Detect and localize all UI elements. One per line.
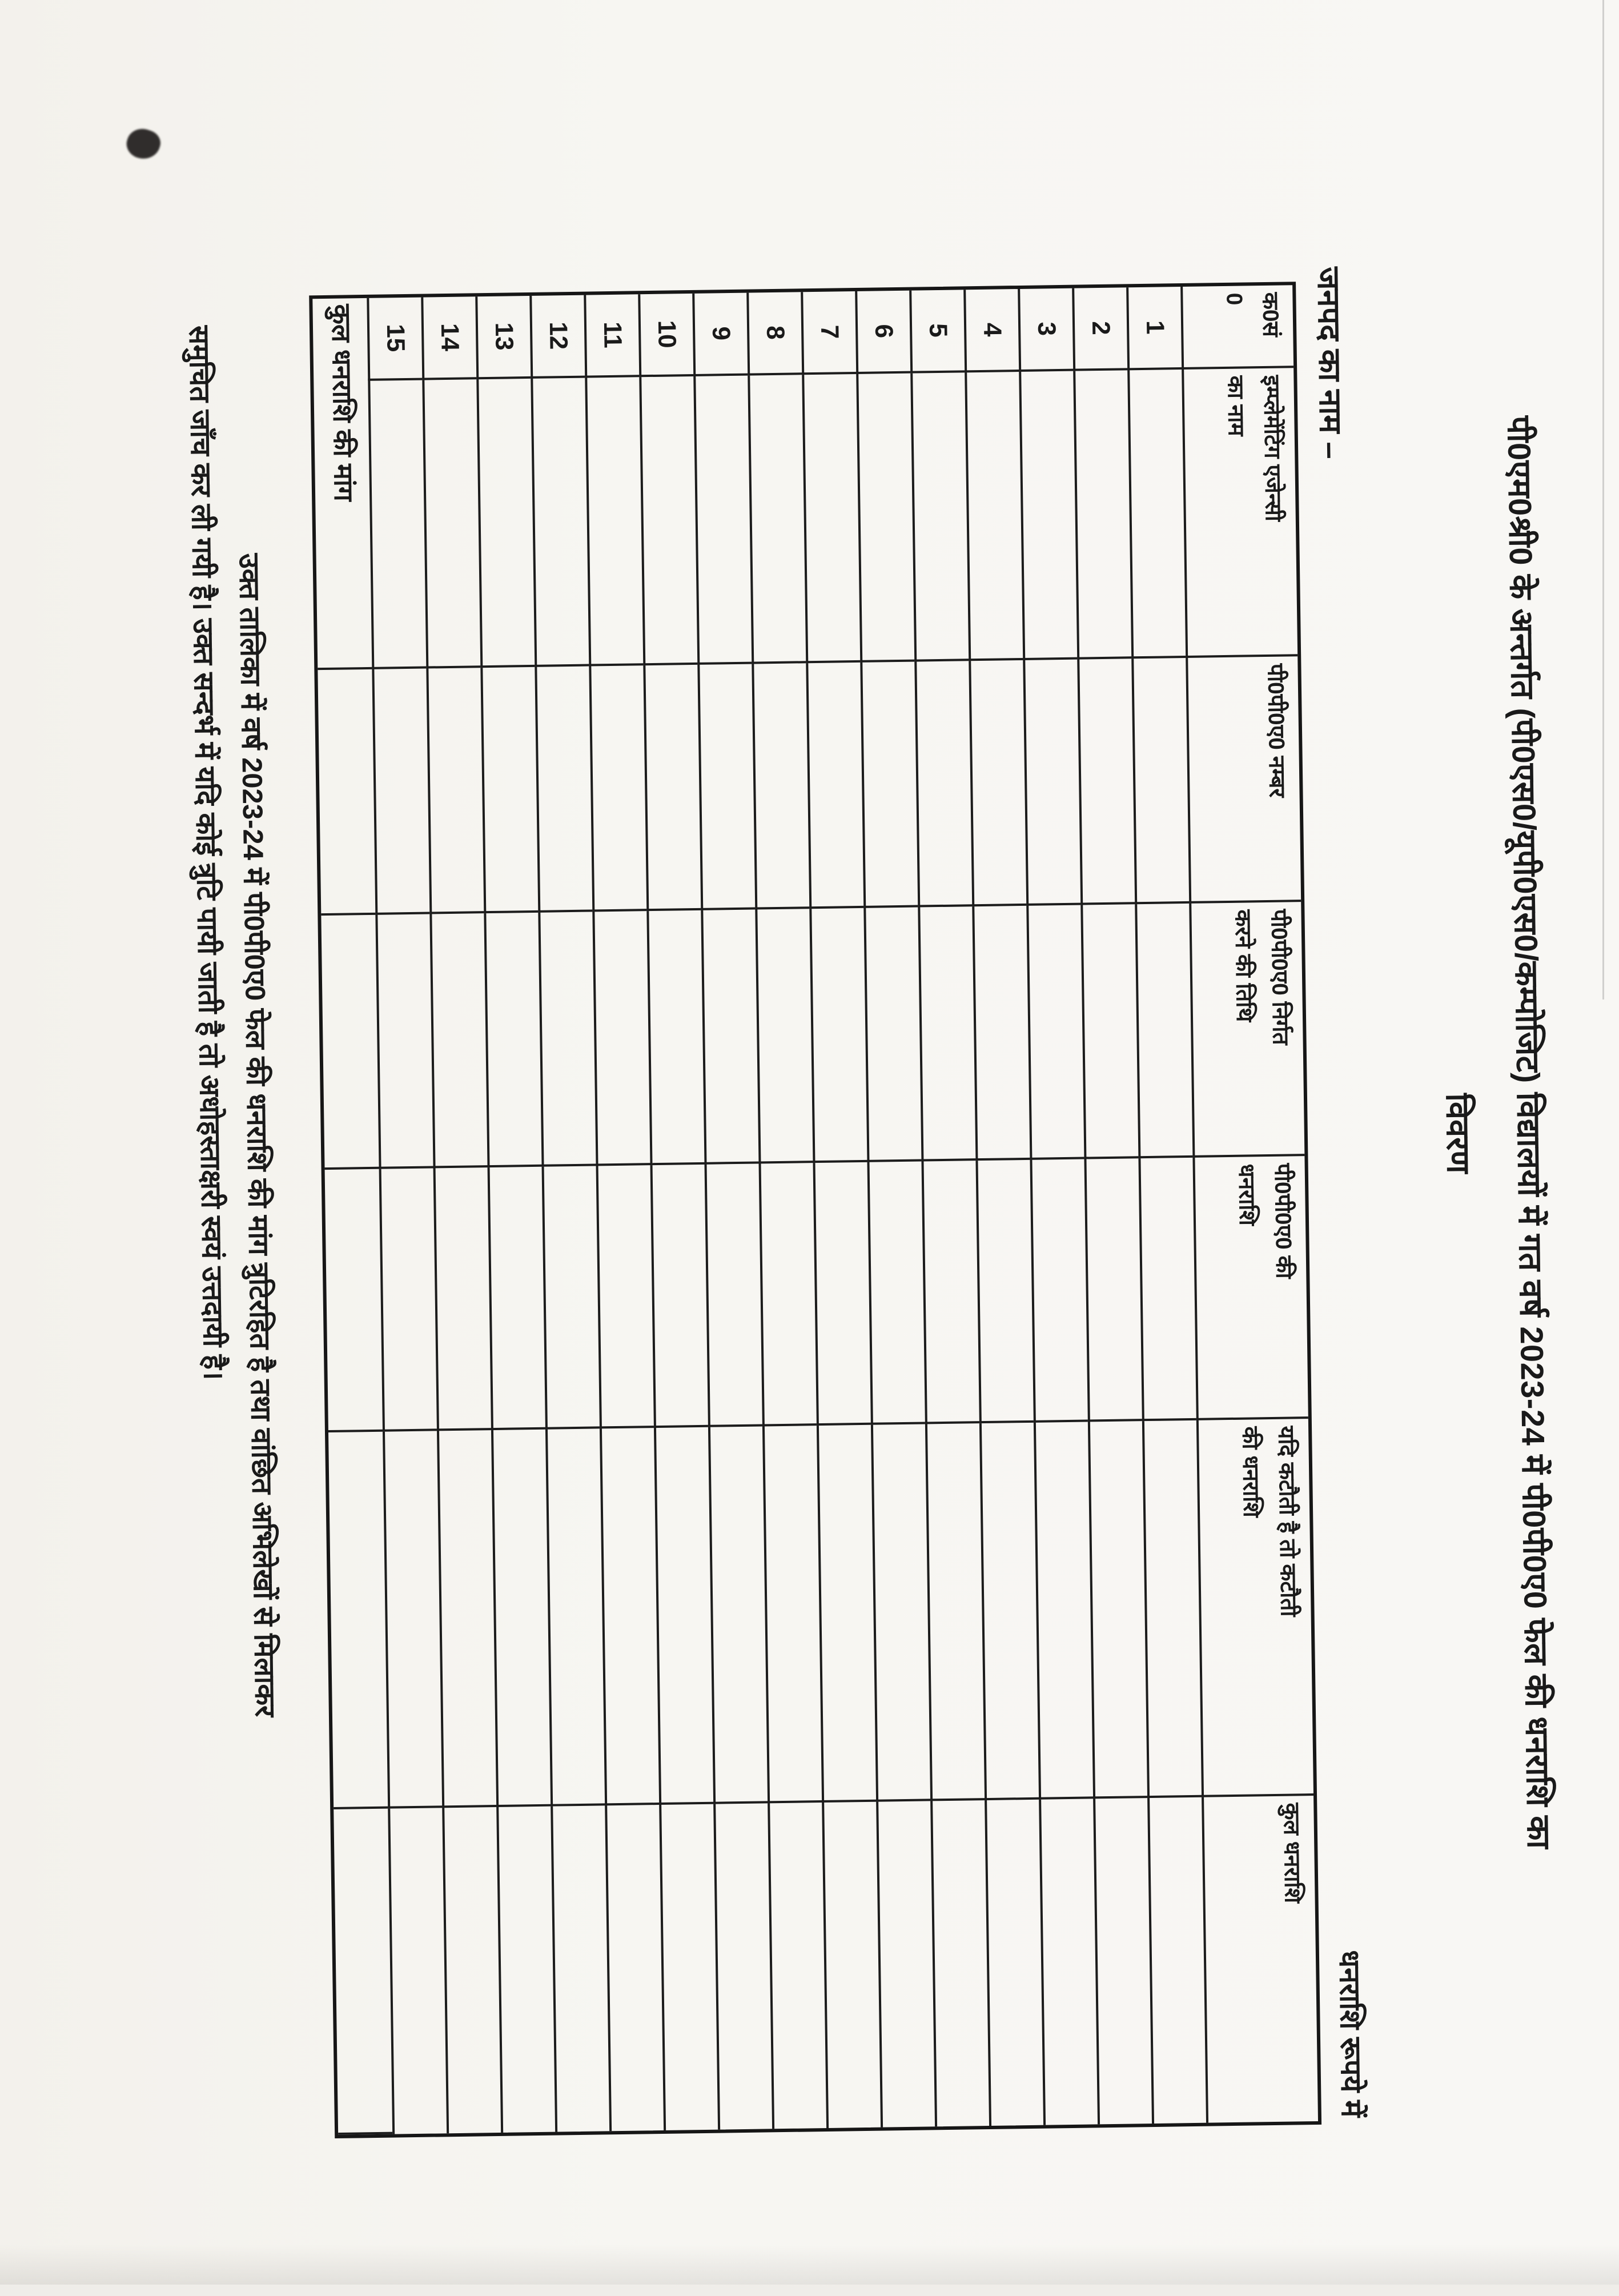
empty-cell [1127, 370, 1186, 659]
empty-cell [422, 379, 480, 668]
empty-cell [321, 915, 379, 1170]
empty-cell [975, 1160, 1033, 1423]
header-ppa-amount [1192, 1156, 1308, 1420]
declaration-line1: उक्त तालिका में वर्ष 2023-24 में पी0पी0ए0 फेल की धनराशि की मांग त्रुटिरहित है तथा वांछित अभिलेखों से मिलाकर [233, 553, 280, 1717]
empty-cell [531, 378, 589, 667]
empty-cell [979, 1423, 1039, 1800]
empty-cell [484, 913, 541, 1167]
empty-cell [600, 1428, 659, 1805]
empty-cell [930, 1800, 989, 2126]
empty-cell [708, 1426, 768, 1804]
header-line1: कुल धनराशि [1279, 1803, 1305, 1904]
empty-cell [585, 377, 643, 666]
empty-cell [368, 380, 426, 669]
empty-cell [605, 1805, 664, 2131]
empty-cell [429, 913, 487, 1168]
empty-cell [646, 910, 704, 1165]
empty-cell [476, 379, 535, 668]
header-total-amount [1202, 1796, 1318, 2123]
empty-cell [748, 375, 806, 664]
empty-cell [705, 1163, 762, 1427]
amount-in-rupees-note: धनराशि रूपये में [1333, 1949, 1368, 2118]
empty-cell [1131, 658, 1189, 904]
header-implementing-agency [1182, 368, 1297, 658]
empty-cell [388, 1808, 447, 2134]
row-number-cell: 3 [1018, 288, 1073, 372]
empty-cell [809, 908, 867, 1163]
row-number-cell: 8 [746, 292, 802, 375]
empty-cell [1084, 1158, 1142, 1422]
empty-cell [1077, 659, 1135, 905]
declaration-line2: समुचित जाँच कर ली गयी है। उक्त सन्दर्भ में यदि कोई त्रुटि पायी जाती है तो अधोहस्ताक्षरी स्वयं उत्तदायी है। [183, 325, 229, 1380]
empty-cell [860, 662, 918, 908]
empty-cell [318, 669, 375, 916]
empty-cell [480, 667, 538, 913]
empty-cell [1073, 370, 1131, 659]
row-number-cell: 6 [855, 291, 910, 374]
empty-cell [1088, 1421, 1147, 1799]
empty-cell [325, 1169, 383, 1432]
empty-cell [867, 1162, 925, 1425]
header-line2: का नाम [1223, 375, 1248, 436]
blank-funds-table [309, 282, 1321, 2138]
empty-cell [1019, 371, 1077, 660]
empty-cell [856, 374, 914, 663]
empty-cell [802, 374, 860, 663]
empty-cell [755, 909, 813, 1163]
empty-cell [643, 665, 701, 911]
empty-cell [334, 1809, 392, 2135]
empty-cell [488, 1167, 545, 1430]
header-ppa-number [1186, 656, 1301, 904]
empty-cell [538, 912, 596, 1167]
row-number-cell: 11 [584, 294, 639, 378]
empty-cell [551, 1805, 609, 2132]
empty-cell [1030, 1159, 1087, 1423]
empty-cell [1023, 660, 1080, 906]
header-line1: पी0पी0ए0 की [1270, 1163, 1296, 1279]
empty-cell [1026, 905, 1084, 1160]
empty-cell [918, 906, 975, 1161]
empty-cell [693, 376, 752, 665]
empty-cell [442, 1807, 501, 2133]
header-ppa-issue-date [1189, 902, 1304, 1158]
empty-cell [822, 1802, 881, 2128]
empty-cell [383, 1431, 442, 1808]
row-number-cell: 13 [475, 296, 531, 379]
empty-cell [969, 660, 1026, 906]
empty-cell [768, 1803, 826, 2129]
district-name-label: जनपद का नाम – [1311, 266, 1348, 459]
empty-cell [914, 661, 972, 907]
empty-cell [817, 1425, 876, 1803]
row-number-cell: 4 [963, 289, 1019, 372]
row-number-cell: 7 [801, 291, 856, 375]
empty-cell [863, 908, 921, 1162]
empty-cell [1138, 1158, 1196, 1421]
row-number-cell: 12 [529, 295, 585, 379]
row-number-cell: 2 [1072, 287, 1127, 371]
row-number-cell: 15 [367, 298, 422, 381]
header-line2: 0 [1222, 292, 1247, 306]
empty-cell [437, 1430, 496, 1808]
header-line1: पी0पी0ए0 नम्बर [1263, 663, 1289, 798]
empty-cell [1039, 1799, 1098, 2125]
empty-cell [328, 1432, 388, 1809]
header-deduction-amount [1196, 1419, 1313, 1797]
row-number-cell: 14 [421, 296, 476, 380]
empty-cell [1147, 1797, 1206, 2124]
empty-cell [545, 1428, 605, 1806]
row-number-cell: 10 [638, 294, 693, 377]
empty-cell [433, 1167, 491, 1431]
document-title-line2: विवरण [1439, 1093, 1477, 1174]
header-line1: यदि कटौती है तो कटौती [1273, 1426, 1301, 1617]
empty-cell [426, 668, 484, 914]
empty-cell [650, 1165, 708, 1428]
empty-cell [535, 667, 592, 913]
empty-cell [813, 1162, 871, 1426]
empty-cell [762, 1426, 822, 1803]
empty-cell [659, 1804, 718, 2130]
empty-cell [639, 376, 697, 665]
empty-cell [596, 1165, 654, 1428]
empty-cell [654, 1427, 713, 1805]
total-row-label: कुल धनराशि की मांग [312, 298, 372, 670]
empty-cell [701, 910, 758, 1165]
scan-edge-line [1602, 0, 1604, 1000]
empty-cell [972, 906, 1030, 1161]
empty-cell [925, 1423, 985, 1801]
header-line1: इम्प्लेमेंटिंग एजेन्सी [1259, 375, 1285, 522]
document-title-line1: पी0एम0श्री0 के अन्तर्गत (पी0एस0/यूपी0एस0/कम्पोजिट) विद्यालयों में गत वर्ष 2023-24 में पी0पी0ए0 फेल की धनराशि का [1501, 415, 1557, 1849]
empty-cell [876, 1801, 935, 2127]
empty-cell [910, 372, 969, 661]
empty-cell [496, 1807, 555, 2133]
empty-cell [1142, 1420, 1202, 1798]
header-serial-no [1180, 285, 1293, 370]
empty-cell [759, 1163, 817, 1426]
header-line2: धनराशि [1234, 1163, 1259, 1226]
empty-cell [871, 1424, 930, 1801]
scan-shadow [0, 2245, 1619, 2285]
header-line1: पी0पी0ए0 निर्गत [1266, 909, 1293, 1045]
empty-cell [542, 1166, 600, 1429]
empty-cell [1093, 1798, 1152, 2124]
empty-cell [592, 911, 650, 1166]
header-line2: की धनराशि [1237, 1426, 1264, 1518]
empty-cell [697, 664, 755, 910]
empty-cell [1135, 904, 1192, 1158]
empty-cell [589, 665, 646, 912]
empty-cell [985, 1800, 1043, 2126]
header-line2: करने की तिथि [1230, 909, 1256, 1022]
empty-cell [965, 372, 1023, 661]
row-number-cell: 5 [909, 290, 965, 373]
empty-cell [375, 914, 433, 1169]
row-number-cell: 1 [1126, 287, 1182, 370]
empty-cell [713, 1803, 772, 2129]
header-line1: क0सं [1258, 292, 1283, 338]
empty-cell [491, 1430, 551, 1807]
row-number-cell: 9 [692, 293, 748, 376]
empty-cell [372, 669, 429, 915]
empty-cell [921, 1161, 979, 1424]
empty-cell [806, 663, 863, 909]
empty-cell [752, 663, 809, 909]
empty-cell [1034, 1422, 1093, 1799]
empty-cell [379, 1168, 437, 1431]
empty-cell [1080, 904, 1138, 1159]
table-body [367, 287, 1206, 2134]
